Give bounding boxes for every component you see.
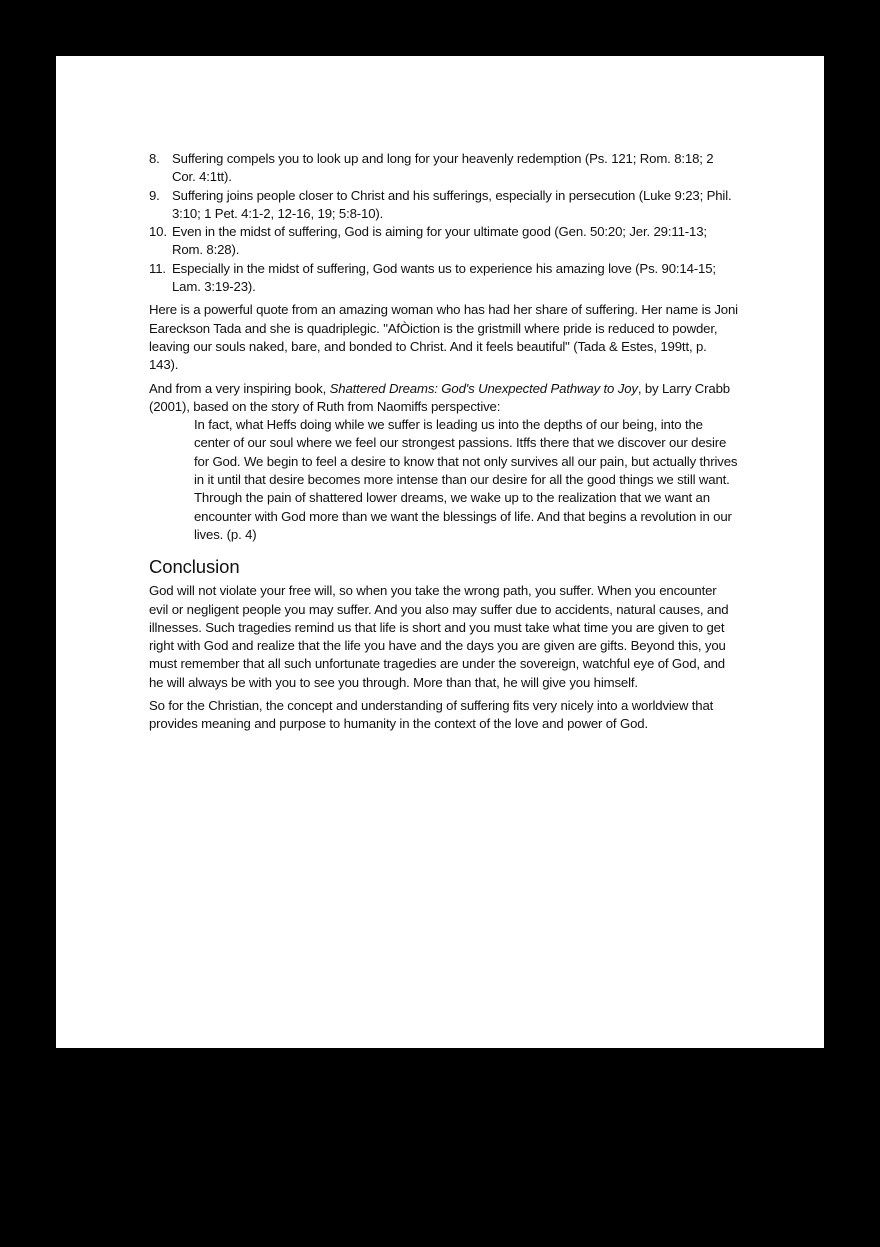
page-content (149, 150, 739, 734)
document-page (56, 56, 824, 1048)
conclusion-paragraph: God will not violate your free will, so when you take the wrong path, you suffer. When you encounter evil or negligent people you may suffer. And you also may suffer due to accidents, natural causes, and illnesses. Such tragedies remind us that life is short and you must take what time you are given to get right with God and realize that the life you have and the days you are given are gifts. Beyond this, you must remember that all such unfortunate tragedies are under the sovereign, watchful eye of God, and he will always be with you to see you through. More than that, he will give you himself. (149, 583, 729, 690)
book-intro-paragraph (149, 380, 739, 417)
list-item-text: Especially in the midst of suffering, God wants us to experience his amazing love (Ps. 90:14-15; Lam. 3:19-23). (172, 260, 716, 295)
book-intro-prefix: And from a very inspiring book, (149, 380, 330, 396)
list-item (149, 260, 739, 297)
numbered-list (149, 150, 739, 296)
block-quote: In fact, what Heffs doing while we suffer is leading us into the depths of our being, into the center of our soul where we feel our strongest passions. Itffs there that we discover our desire for God. We begin to feel a desire to know that not only survives all our pain, but actually thrives in it until that desire becomes more intense than our desire for all the good things we still want. Through the pain of shattered lower dreams, we wake up to the realization that we want an encounter with God more than we want the blessings of life. And that begins a revolution in our lives. (p. 4) (194, 417, 738, 542)
list-item-number: 11. (149, 260, 166, 276)
list-item (149, 150, 739, 187)
quote-intro-paragraph: Here is a powerful quote from an amazing woman who has had her share of suffering. Her name is Joni Eareckson Tada and she is quadriplegic. "AfÒiction is the gristmill where pride is reduced to powder, leaving our souls naked, bare, and bonded to Christ. And it feels beautiful" (Tada & Estes, 199tt, p. 143). (149, 302, 738, 373)
list-item-number: 9. (149, 187, 160, 203)
book-title: Shattered Dreams: God's Unexpected Pathway to Joy (329, 380, 638, 396)
book-intro-suffix: , by Larry Crabb (2001), based on the story of Ruth from Naomiffs perspective: (149, 380, 730, 414)
conclusion-heading: Conclusion (149, 556, 240, 578)
list-item-text: Suffering joins people closer to Christ and his sufferings, especially in persecution (Luke 9:23; Phil. 3:10; 1 Pet. 4:1-2, 12-16, 19; 5:8-10). (172, 187, 732, 221)
list-item-text: Even in the midst of suffering, God is aiming for your ultimate good (Gen. 50:20; Jer. 29:11-13; Rom. 8:28). (172, 224, 707, 258)
list-item-number: 10. (149, 224, 167, 240)
list-item-number: 8. (149, 151, 160, 166)
conclusion-paragraph: So for the Christian, the concept and understanding of suffering fits very nicely into a worldview that provides meaning and purpose to humanity in the context of the love and power of God. (149, 698, 714, 732)
list-item (149, 187, 739, 224)
list-item (149, 223, 739, 260)
list-item-text: Suffering compels you to look up and long for your heavenly redemption (Ps. 121; Rom. 8:18; 2 Cor. 4:1tt). (172, 151, 714, 185)
